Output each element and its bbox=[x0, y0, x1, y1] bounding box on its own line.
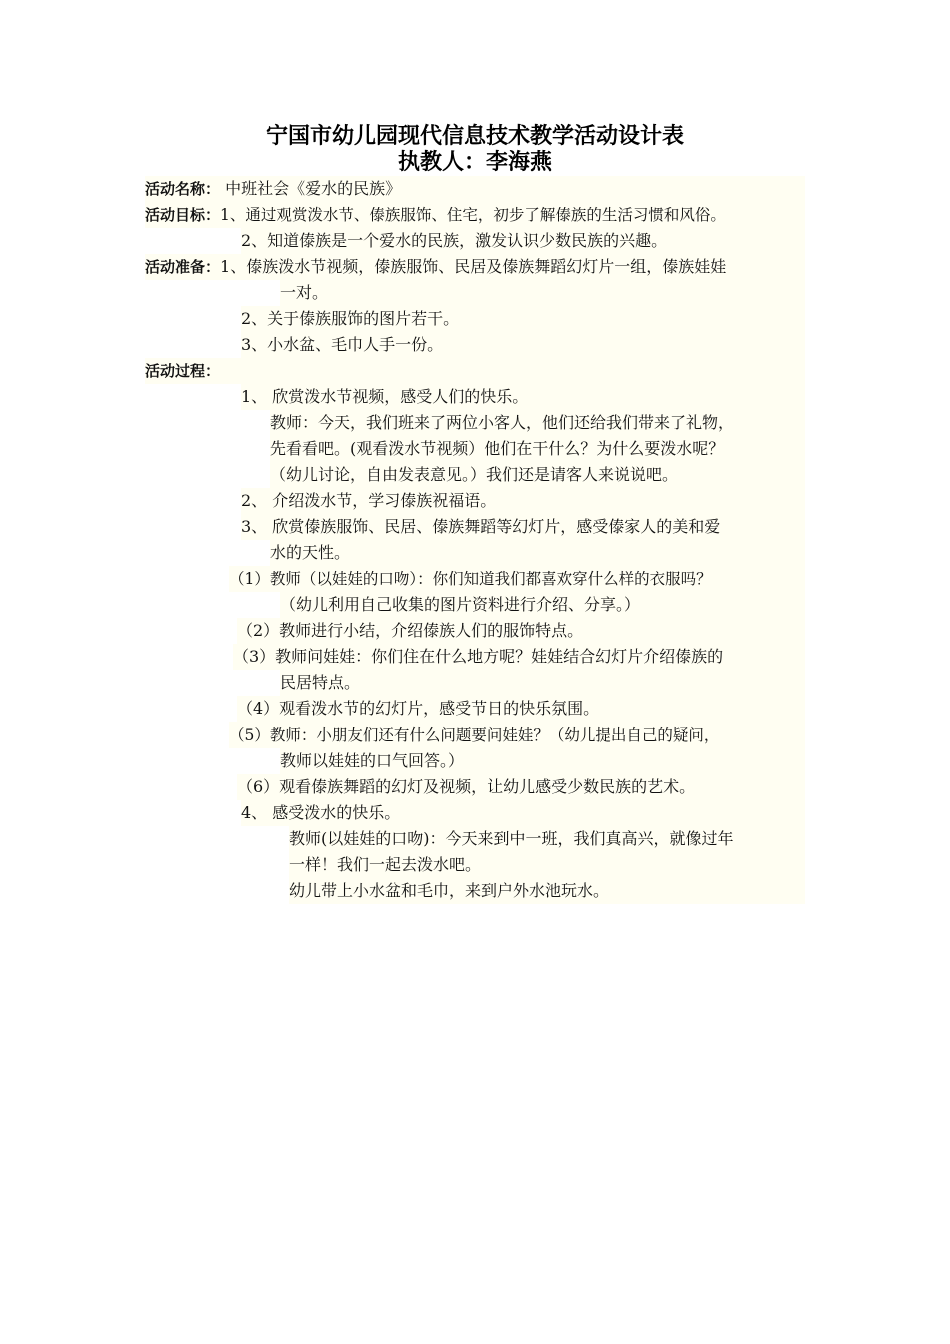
prep-1b: 一对。 bbox=[280, 280, 805, 306]
activity-goals-label: 活动目标： bbox=[145, 206, 221, 224]
process-text: 教师：今天，我们班来了两位小客人，他们还给我们带来了礼物， bbox=[270, 410, 805, 436]
process-substep: （6）观看傣族舞蹈的幻灯及视频，让幼儿感受少数民族的艺术。 bbox=[237, 774, 805, 800]
process-text: 一样！我们一起去泼水吧。 bbox=[289, 852, 805, 878]
process-substep: （5）教师：小朋友们还有什么问题要问娃娃？（幼儿提出自己的疑问， bbox=[229, 722, 805, 748]
activity-process-row bbox=[145, 358, 805, 384]
prep-2: 2、关于傣族服饰的图片若干。 bbox=[241, 306, 805, 332]
process-substep: （3）教师问娃娃：你们住在什么地方呢？娃娃结合幻灯片介绍傣族的 bbox=[233, 644, 805, 670]
activity-name-row bbox=[145, 176, 805, 202]
activity-process-label: 活动过程： bbox=[145, 362, 221, 380]
process-step: 3、 欣赏傣族服饰、民居、傣族舞蹈等幻灯片，感受傣家人的美和爱 bbox=[241, 514, 805, 540]
activity-prep-label: 活动准备： bbox=[145, 258, 221, 276]
process-substep: （2）教师进行小结，介绍傣族人们的服饰特点。 bbox=[237, 618, 805, 644]
process-text: 幼儿带上小水盆和毛巾，来到户外水池玩水。 bbox=[289, 878, 805, 904]
goal-2: 2、知道傣族是一个爱水的民族，激发认识少数民族的兴趣。 bbox=[241, 228, 805, 254]
process-step: 2、 介绍泼水节，学习傣族祝福语。 bbox=[241, 488, 805, 514]
process-text: 教师(以娃娃的口吻)：今天来到中一班，我们真高兴，就像过年 bbox=[289, 826, 805, 852]
prep-1a: 1、傣族泼水节视频，傣族服饰、民居及傣族舞蹈幻灯片一组，傣族娃娃 bbox=[220, 257, 727, 276]
process-step: 4、 感受泼水的快乐。 bbox=[241, 800, 805, 826]
prep-3: 3、小水盆、毛巾人手一份。 bbox=[241, 332, 805, 358]
activity-goals-row bbox=[145, 202, 805, 228]
activity-name-label: 活动名称： bbox=[145, 180, 221, 198]
activity-name-value: 中班社会《爱水的民族》 bbox=[220, 179, 402, 198]
process-text: 水的天性。 bbox=[270, 540, 805, 566]
teacher-line: 执教人：李海燕 bbox=[397, 150, 552, 175]
process-text: 先看看吧。(观看泼水节视频）他们在干什么？为什么要泼水呢？ bbox=[270, 436, 805, 462]
goal-1: 1、通过观赏泼水节、傣族服饰、住宅，初步了解傣族的生活习惯和风俗。 bbox=[220, 206, 726, 224]
process-text: 民居特点。 bbox=[280, 670, 805, 696]
process-step: 1、 欣赏泼水节视频，感受人们的快乐。 bbox=[241, 384, 805, 410]
activity-prep-row bbox=[145, 254, 805, 280]
process-substep: （1）教师（以娃娃的口吻）：你们知道我们都喜欢穿什么样的衣服吗？ bbox=[229, 566, 805, 592]
process-substep: （4）观看泼水节的幻灯片，感受节日的快乐氛围。 bbox=[237, 696, 805, 722]
process-text: （幼儿利用自己收集的图片资料进行介绍、分享。） bbox=[280, 592, 805, 618]
process-text: 教师以娃娃的口气回答。） bbox=[280, 748, 805, 774]
document-title: 宁国市幼儿园现代信息技术教学活动设计表 bbox=[265, 124, 684, 149]
process-text: （幼儿讨论，自由发表意见。）我们还是请客人来说说吧。 bbox=[270, 462, 805, 488]
